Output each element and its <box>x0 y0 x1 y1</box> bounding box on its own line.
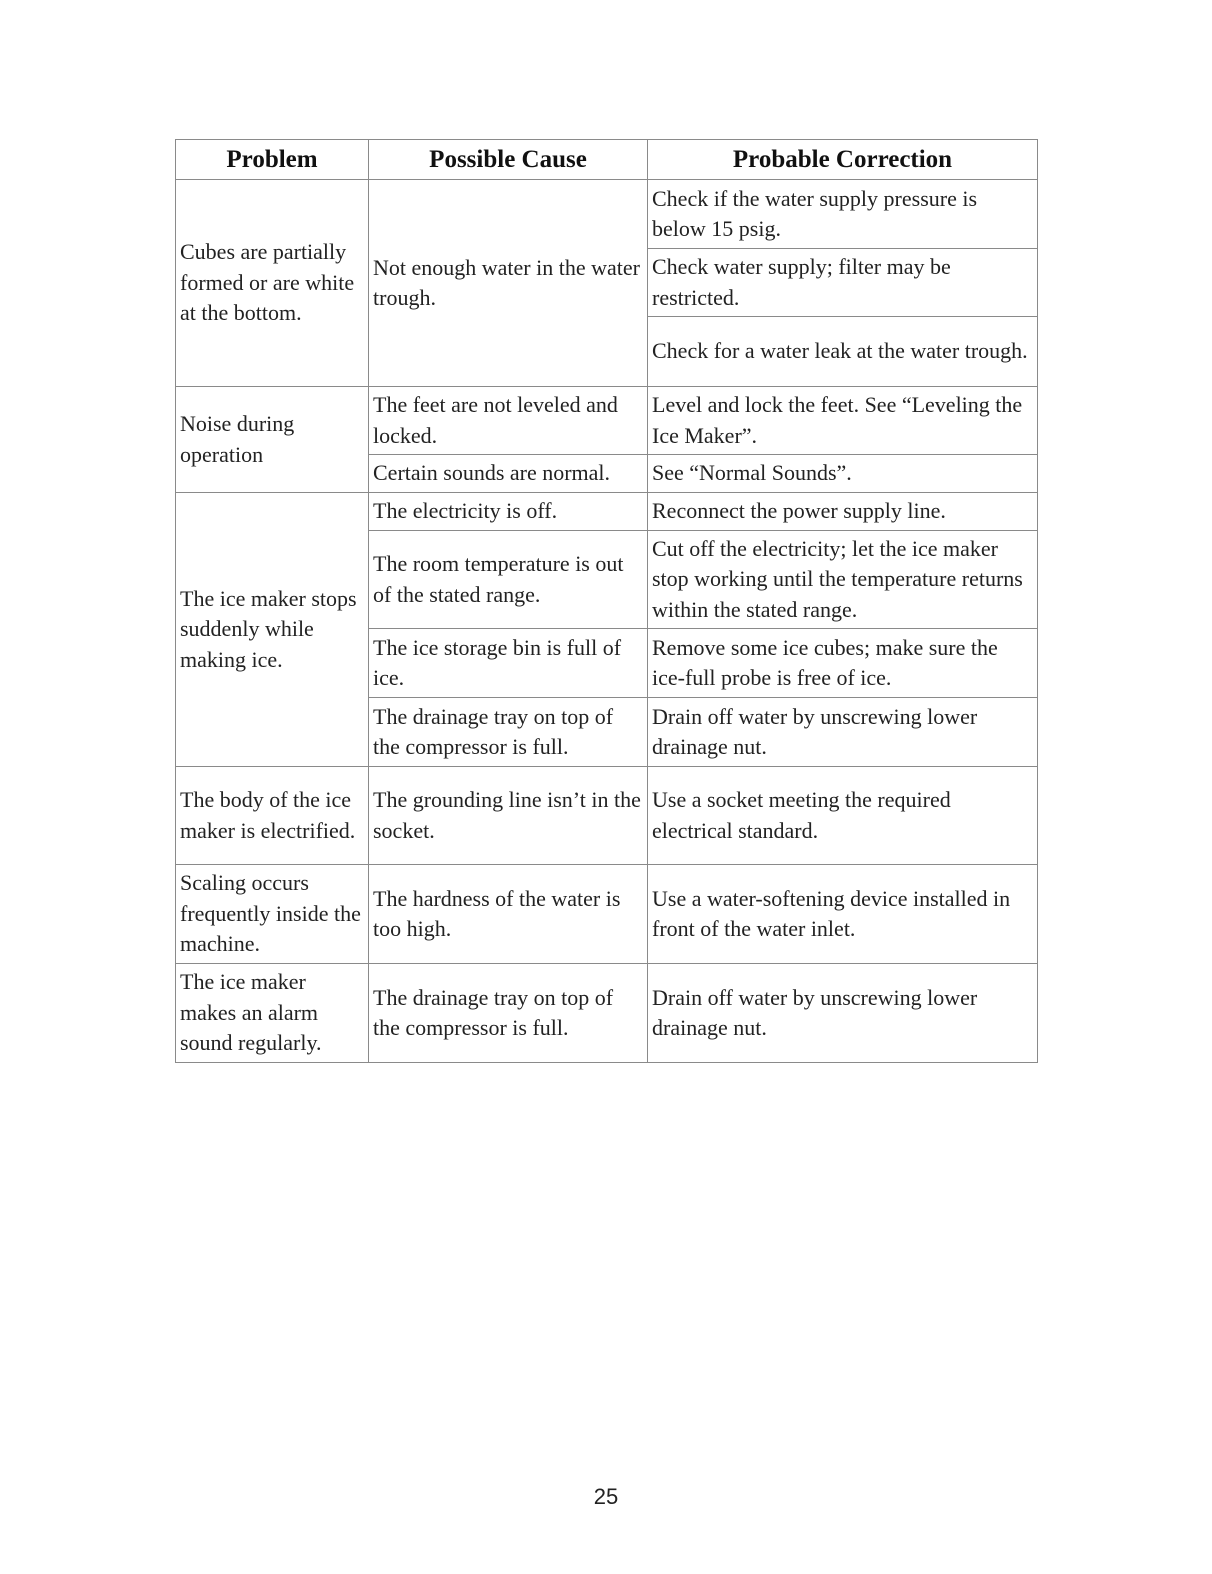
troubleshooting-table <box>175 139 1038 1063</box>
correction-cell: Remove some ice cubes; make sure the ice-full probe is free of ice. <box>648 629 1038 698</box>
cause-cell: The hardness of the water is too high. <box>369 865 648 964</box>
table-row <box>176 865 1038 964</box>
cause-cell: The drainage tray on top of the compressor is full. <box>369 964 648 1063</box>
header-problem: Problem <box>176 140 369 180</box>
problem-cell: Cubes are partially formed or are white at the bottom. <box>176 180 369 387</box>
correction-cell: See “Normal Sounds”. <box>648 455 1038 493</box>
header-probable-correction: Probable Correction <box>648 140 1038 180</box>
correction-cell: Drain off water by unscrewing lower drainage nut. <box>648 964 1038 1063</box>
table-row <box>176 180 1038 249</box>
problem-cell: Noise during operation <box>176 387 369 493</box>
correction-cell: Use a socket meeting the required electrical standard. <box>648 767 1038 865</box>
problem-cell: Scaling occurs frequently inside the machine. <box>176 865 369 964</box>
cause-cell: The ice storage bin is full of ice. <box>369 629 648 698</box>
cause-cell: The feet are not leveled and locked. <box>369 387 648 455</box>
cause-cell: The grounding line isn’t in the socket. <box>369 767 648 865</box>
table-row <box>176 493 1038 531</box>
problem-cell: The ice maker stops suddenly while making ice. <box>176 493 369 767</box>
header-possible-cause: Possible Cause <box>369 140 648 180</box>
problem-cell: The body of the ice maker is electrified. <box>176 767 369 865</box>
table-row <box>176 767 1038 865</box>
table-row <box>176 964 1038 1063</box>
page-number: 25 <box>593 1484 619 1509</box>
problem-cell: The ice maker makes an alarm sound regularly. <box>176 964 369 1063</box>
correction-cell: Use a water-softening device installed in front of the water inlet. <box>648 865 1038 964</box>
cause-cell: The electricity is off. <box>369 493 648 531</box>
cause-cell: Not enough water in the water trough. <box>369 180 648 387</box>
cause-cell: Certain sounds are normal. <box>369 455 648 493</box>
correction-cell: Drain off water by unscrewing lower drainage nut. <box>648 698 1038 767</box>
correction-cell: Cut off the electricity; let the ice maker stop working until the temperature returns within the stated range. <box>648 531 1038 629</box>
table-row <box>176 387 1038 455</box>
correction-cell: Reconnect the power supply line. <box>648 493 1038 531</box>
cause-cell: The drainage tray on top of the compressor is full. <box>369 698 648 767</box>
header-row <box>176 140 1038 180</box>
correction-cell: Check if the water supply pressure is below 15 psig. <box>648 180 1038 249</box>
correction-cell: Check water supply; filter may be restricted. <box>648 249 1038 317</box>
correction-cell: Level and lock the feet. See “Leveling the Ice Maker”. <box>648 387 1038 455</box>
correction-cell: Check for a water leak at the water trough. <box>648 317 1038 387</box>
cause-cell: The room temperature is out of the stated range. <box>369 531 648 629</box>
